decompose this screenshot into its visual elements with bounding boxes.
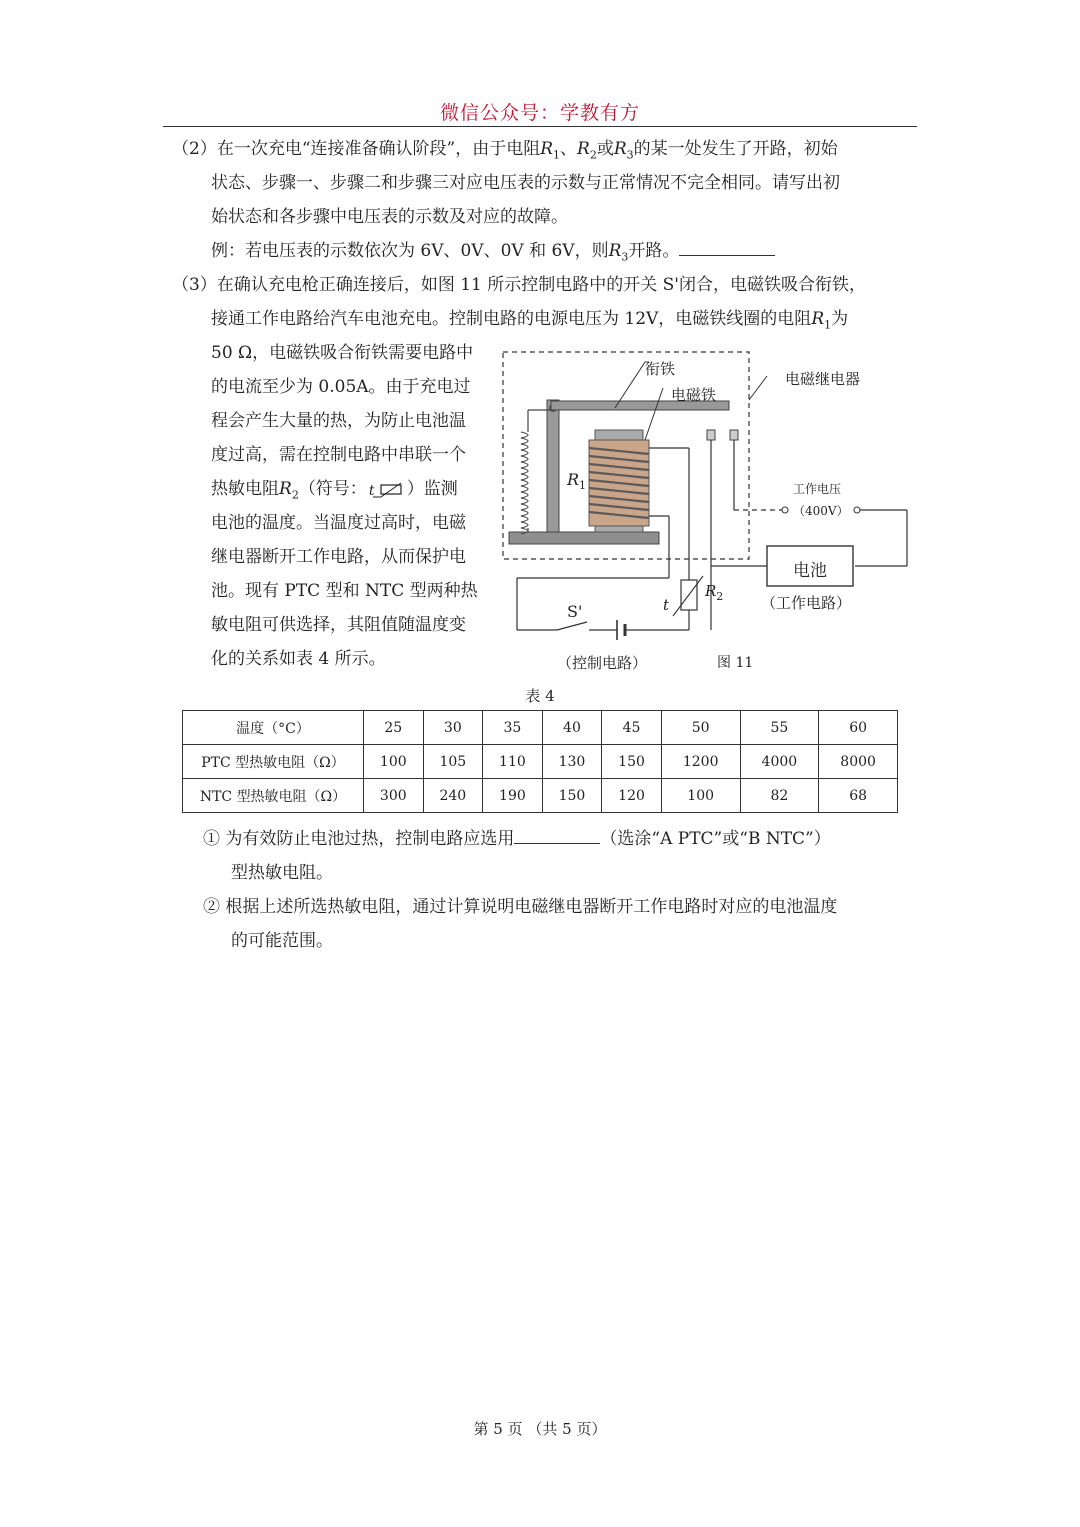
q3-left-line: 继电器断开工作电路，从而保护电 (211, 547, 466, 567)
q3-sym-head: 热敏电阻 (211, 479, 279, 499)
spring-coil (521, 432, 528, 534)
q3-sym-tail: ）监测 (406, 479, 458, 499)
label-armature: 衔铁 (645, 360, 676, 378)
q3-line2-r: R (811, 309, 825, 329)
q2-or: 或 (596, 139, 614, 159)
answer-blank[interactable] (679, 241, 775, 256)
subq1-head: ① 为有效防止电池过热，控制电路应选用 (203, 829, 515, 849)
q2-r1: R (540, 139, 554, 159)
label-r1-r: R (567, 470, 580, 489)
table-cell: 190 (483, 779, 543, 813)
label-battery: 电池 (793, 561, 827, 581)
subq1-line2: 型热敏电阻。 (231, 863, 333, 883)
table-row (183, 779, 898, 813)
q2-example-r-sub: 3 (621, 250, 629, 264)
label-r1-sub: 1 (579, 479, 587, 493)
q2-example (211, 241, 775, 267)
q3-line2-r-sub: 1 (824, 318, 832, 332)
contact-left (707, 430, 715, 440)
page-footer: 第 5 页 （共 5 页） (473, 1420, 607, 1438)
resistance-table (182, 710, 898, 813)
table-cell: 105 (423, 745, 483, 779)
table-cell: 82 (740, 779, 819, 813)
table-cell: 100 (364, 745, 424, 779)
table-cell: 110 (483, 745, 543, 779)
q2-r3-sub: 3 (626, 148, 634, 162)
label-r1 (567, 470, 586, 492)
q2-line1-tail: 的某一处发生了开路，初始 (633, 139, 838, 159)
label-working-voltage: 工作电压 (793, 482, 842, 496)
label-working-circuit: （工作电路） (761, 594, 852, 612)
table-cell: 25 (364, 711, 424, 745)
q3-sym-r-sub: 2 (291, 488, 299, 502)
table-row-label: NTC 型热敏电阻（Ω） (183, 779, 364, 813)
q2-line3: 始状态和各步骤中电压表的示数及对应的故障。 (211, 207, 568, 227)
label-t: t (663, 596, 670, 614)
q2-line1 (172, 139, 838, 165)
table-cell: 40 (542, 711, 602, 745)
label-control-circuit: （控制电路） (557, 654, 648, 672)
relay-post (547, 400, 559, 532)
switch-lever (557, 622, 587, 630)
label-relay: 电磁继电器 (785, 370, 861, 388)
table-cell: 45 (602, 711, 662, 745)
label-r2-sub: 2 (716, 590, 724, 603)
table-cell: 30 (423, 711, 483, 745)
label-voltage-value: （400V） (793, 504, 849, 518)
subq2-line1: ② 根据上述所选热敏电阻，通过计算说明电磁继电器断开工作电路时对应的电池温度 (203, 897, 838, 917)
q3-left-line: 化的关系如表 4 所示。 (211, 649, 386, 669)
q3-left-line: 电池的温度。当温度过高时，电磁 (211, 513, 466, 533)
q2-line1-text: （2）在一次充电“连接准备确认阶段”，由于电阻 (172, 139, 541, 159)
table-row (183, 745, 898, 779)
table-cell: 4000 (740, 745, 819, 779)
thermistor-symbol-t: t (368, 482, 375, 499)
q2-example-head: 例：若电压表的示数依次为 6V、0V、0V 和 6V，则 (211, 241, 609, 261)
page-header: 微信公众号：学教有方 (439, 102, 640, 124)
relay-circuit-diagram (495, 340, 925, 680)
q3-left-line: 程会产生大量的热，为防止电池温 (211, 411, 466, 431)
q3-left-line: 的电流至少为 0.05A。由于充电过 (211, 377, 471, 397)
table-cell: 1200 (661, 745, 740, 779)
answer-blank[interactable] (514, 829, 600, 844)
table-cell: 300 (364, 779, 424, 813)
table-cell: 150 (542, 779, 602, 813)
table-cell: 120 (602, 779, 662, 813)
q3-line2 (211, 309, 848, 335)
table-row-label: PTC 型热敏电阻（Ω） (183, 745, 364, 779)
subq2-line2: 的可能范围。 (231, 931, 333, 951)
q2-line2: 状态、步骤一、步骤二和步骤三对应电压表的示数与正常情况不完全相同。请写出初 (211, 173, 840, 193)
contact-right (730, 430, 738, 440)
table-cell: 35 (483, 711, 543, 745)
table-cell: 100 (661, 779, 740, 813)
header-rule (163, 126, 917, 127)
subq1-tail: （选涂“A PTC”或“B NTC”） (600, 829, 831, 849)
label-switch: S' (567, 602, 583, 621)
table-cell: 240 (423, 779, 483, 813)
q2-sep1: 、 (560, 139, 578, 159)
table-row-label: 温度（°C） (183, 711, 364, 745)
table-cell: 8000 (819, 745, 898, 779)
q2-r1-sub: 1 (553, 148, 561, 162)
label-r2 (705, 582, 723, 603)
q2-r2-sub: 2 (589, 148, 597, 162)
q2-r2: R (577, 139, 590, 159)
table-cell: 150 (602, 745, 662, 779)
q3-left-line: 敏电阻可供选择，其阻值随温度变 (211, 615, 466, 635)
table-cell: 60 (819, 711, 898, 745)
q3-sym-r: R (279, 479, 292, 499)
q3-left-line: 池。现有 PTC 型和 NTC 型两种热 (211, 581, 478, 601)
label-r2-r: R (705, 582, 717, 600)
q3-left-line: 50 Ω，电磁铁吸合衔铁需要电路中 (211, 343, 474, 363)
q3-symbol-line (211, 479, 458, 505)
table-cell: 68 (819, 779, 898, 813)
q3-sym-mid: （符号： (298, 479, 367, 499)
table-cell: 55 (740, 711, 819, 745)
table-caption: 表 4 (525, 687, 555, 705)
q3-line2-head: 接通工作电路给汽车电池充电。控制电路的电源电压为 12V，电磁铁线圈的电阻 (211, 309, 812, 329)
q3-left-line: 度过高，需在控制电路中串联一个 (211, 445, 466, 465)
thermistor-symbol-icon (367, 481, 407, 499)
figure-label: 图 11 (717, 655, 754, 671)
q3-line1: （3）在确认充电枪正确连接后，如图 11 所示控制电路中的开关 S'闭合，电磁铁吸合衔铁， (172, 275, 866, 295)
q2-example-tail: 开路。 (628, 241, 680, 261)
q3-line2-tail: 为 (831, 309, 849, 329)
table-row (183, 711, 898, 745)
q2-example-r: R (608, 241, 622, 261)
core-top (595, 430, 643, 440)
q2-r3: R (613, 139, 627, 159)
subq1-line1 (203, 829, 831, 849)
relay-base (509, 532, 659, 544)
table-cell: 50 (661, 711, 740, 745)
label-electromagnet: 电磁铁 (671, 386, 717, 404)
table-cell: 130 (542, 745, 602, 779)
